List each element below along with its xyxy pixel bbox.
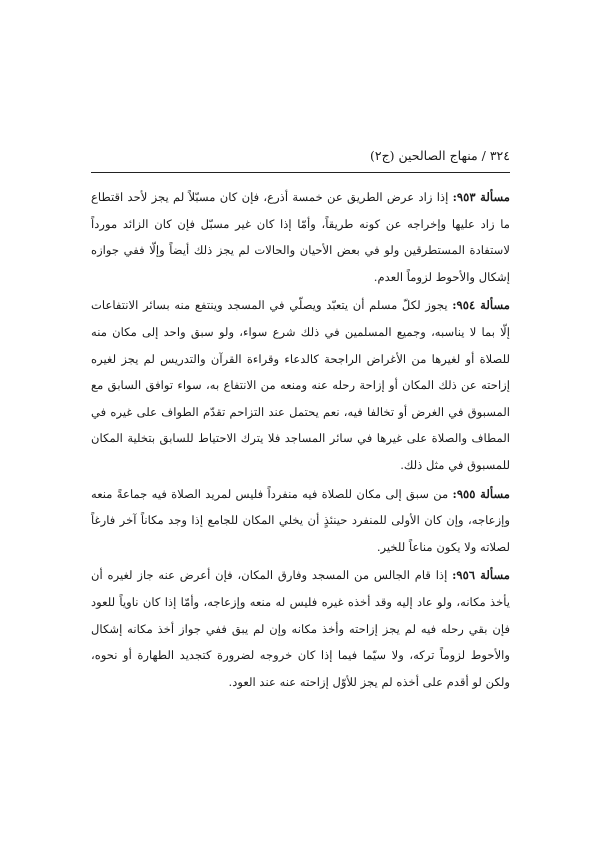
masala-title: مسألة ٩٥٣: xyxy=(452,190,510,204)
page-body xyxy=(91,184,510,697)
masala-text: من سبق إلى مكان للصلاة فيه منفرداً فليس لمريد الصلاة فيه جماعةً منعه وإزعاجه، وإن كان الأولى للمنفرد حينئذٍ أن يخلي المكان للجامع إذا وجد مكاناً آخر فارغاً لصلاته ولا يكون مناعاً للخير. xyxy=(91,486,510,554)
masala-title: مسألة ٩٥٤: xyxy=(452,298,510,313)
masala-954 xyxy=(91,292,510,478)
masala-title: مسألة ٩٥٦: xyxy=(452,568,510,583)
masala-953 xyxy=(91,184,510,290)
running-head-text: ٣٢٤ / منهاج الصالحين (ج٢) xyxy=(369,148,510,163)
running-header xyxy=(91,148,510,173)
masala-text: إذا زاد عرض الطريق عن خمسة أذرع، فإن كان مسبّلاً لم يجز لأحد اقتطاع ما زاد عليها وإخراجه عن كونه طريقاً، وأمّا إذا كان غير مسبّل فإن كان الزائد مورداً لاستفادة المستطرقين ولو في بعض الأحيان والحالات لم يجز ذلك أيضاً وإلّا ففي جوازه إشكال والأحوط لزوماً العدم. xyxy=(91,190,510,284)
masala-956 xyxy=(91,562,510,695)
masala-text: يجوز لكلّ مسلم أن يتعبّد ويصلّي في المسجد وينتفع منه بسائر الانتفاعات إلّا بما لا يناسبه، وجميع المسلمين في ذلك شرع سواء، ولو سبق واحد إلى مكان منه للصلاة أو لغيرها من الأغراض الراجحة كالدعاء وقراءة القرآن والتدريس لم يجز لغيره إزاحته عن ذلك المكان أو إزاحة رحله عنه ومنعه من الانتفاع به، سواء توافق السابق مع المسبوق في الغرض أو تخالفا فيه، نعم يحتمل عند التزاحم تقدّم الطواف على غيره في المطاف والصلاة على غيرها في سائر المساجد فلا يترك الاحتياط للسابق بتخلية المكان للمسبوق في مثل ذلك. xyxy=(91,298,510,472)
masala-text: إذا قام الجالس من المسجد وفارق المكان، فإن أعرض عنه جاز لغيره أن يأخذ مكانه، ولو عاد إليه وقد أخذه غيره فليس له منعه وإزعاجه، وأمّا إذا كان ناوياً للعود فإن بقي رحله فيه لم يجز إزاحته وأخذ مكانه وإن لم يبق ففي جواز أخذ مكانه إشكال والأحوط لزوماً تركه، ولا سيّما فيما إذا كان خروجه لضرورة كتجديد الطهارة أو نحوه، ولكن لو أقدم على أخذه لم يجز للأوّل إزاحته عنه عند العود. xyxy=(91,568,510,689)
masala-955 xyxy=(91,481,510,561)
masala-title: مسألة ٩٥٥: xyxy=(452,486,510,501)
